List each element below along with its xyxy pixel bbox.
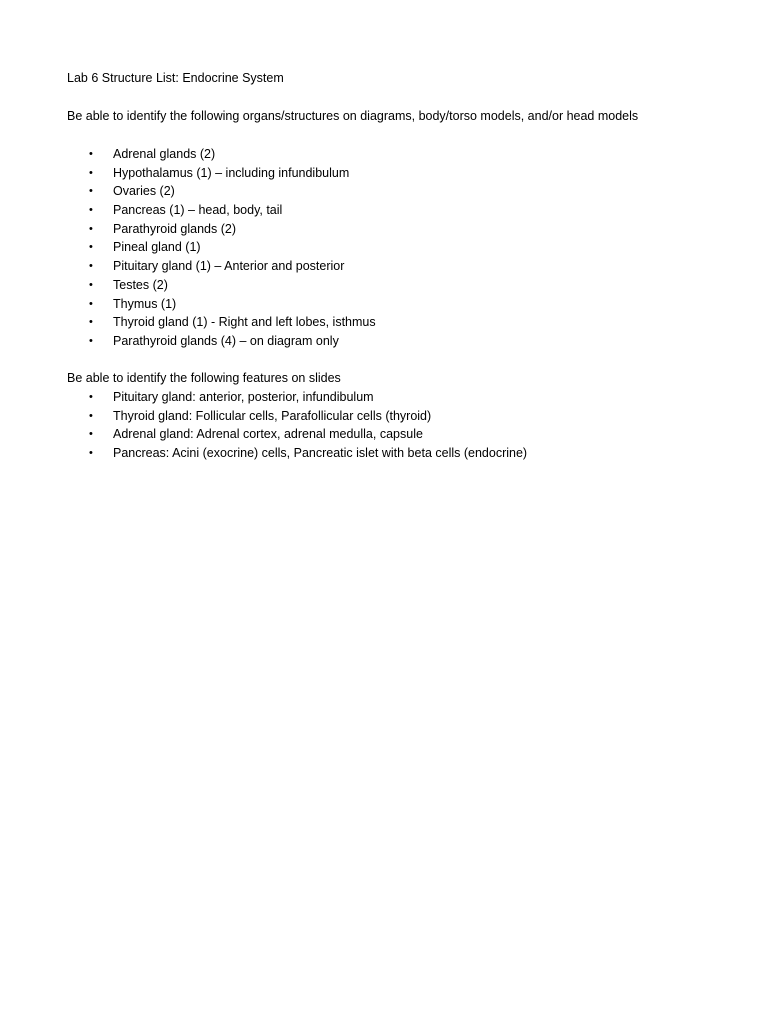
- list-item-text: Ovaries (2): [113, 184, 175, 199]
- list-item-text: Adrenal glands (2): [113, 147, 216, 161]
- organs-intro-text: Be able to identify the following organs/structures on diagrams, body/torso models, and/or head models: [67, 109, 639, 123]
- bullet-icon: •: [89, 409, 93, 422]
- list-item-text: Testes (2): [113, 277, 168, 292]
- bullet-icon: •: [89, 222, 93, 235]
- bullet-icon: •: [89, 297, 93, 310]
- bullet-icon: •: [89, 447, 93, 460]
- bullet-icon: •: [89, 334, 93, 347]
- bullet-icon: •: [89, 316, 93, 329]
- list-item-text: Hypothalamus (1) – including infundibulum: [113, 165, 350, 180]
- list-item-text: Parathyroid glands (2): [113, 221, 236, 236]
- list-item-text: Thyroid gland (1) - Right and left lobes, isthmus: [113, 315, 376, 330]
- list-item-text: Pancreas: Acini (exocrine) cells, Pancreatic islet with beta cells (endocrine): [113, 446, 528, 461]
- bullet-icon: •: [89, 391, 93, 403]
- bullet-icon: •: [89, 166, 93, 179]
- bullet-icon: •: [89, 260, 93, 273]
- slides-intro-text: Be able to identify the following features on slides: [67, 371, 341, 385]
- list-item-text: Pituitary gland: anterior, posterior, infundibulum: [113, 390, 374, 404]
- bullet-icon: •: [89, 428, 93, 441]
- bullet-icon: •: [89, 204, 93, 217]
- document-title: Lab 6 Structure List: Endocrine System: [67, 71, 284, 85]
- list-item-text: Pancreas (1) – head, body, tail: [113, 203, 283, 218]
- list-item-text: Thymus (1): [113, 296, 177, 311]
- bullet-icon: •: [89, 185, 93, 198]
- bullet-icon: •: [89, 278, 93, 291]
- list-item-text: Parathyroid glands (4) – on diagram only: [113, 333, 339, 348]
- list-item-text: Adrenal gland: Adrenal cortex, adrenal medulla, capsule: [113, 427, 423, 442]
- list-item-text: Pituitary gland (1) – Anterior and posterior: [113, 259, 345, 274]
- list-item-text: Thyroid gland: Follicular cells, Parafollicular cells (thyroid): [113, 408, 432, 423]
- bullet-icon: •: [89, 148, 93, 160]
- bullet-icon: •: [89, 241, 93, 254]
- list-item-text: Pineal gland (1): [113, 240, 201, 255]
